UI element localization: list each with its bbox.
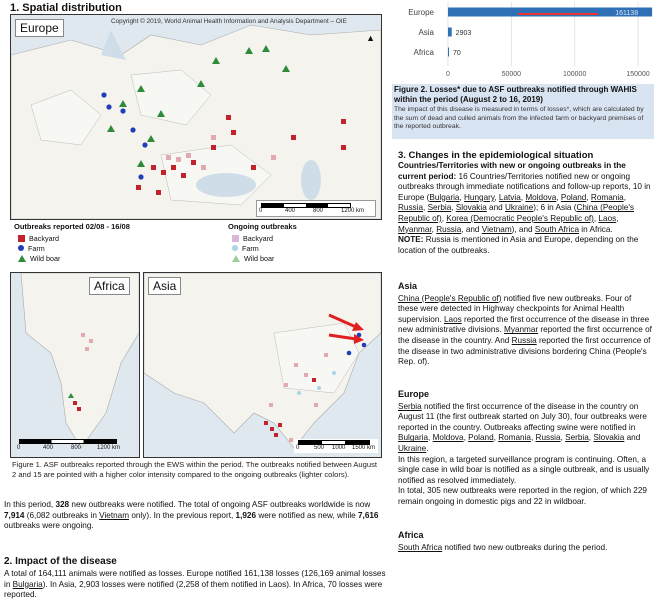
figure-1-caption: Figure 1. ASF outbreaks reported through the EWS within the period. The outbreaks notified between August 2 and 15 are pointed with a higher color intensity compared to the ongoing outbreaks (lighter colors).	[12, 460, 377, 479]
africa-section	[398, 530, 652, 553]
africa-scale-bar	[15, 439, 133, 453]
country-link[interactable]: Myanmar	[398, 224, 432, 234]
backyard-ongoing-marker-icon	[232, 235, 239, 242]
legend-item: Farm	[242, 243, 259, 253]
africa-map-label: Africa	[89, 277, 130, 295]
scale-label: 1000	[332, 445, 346, 451]
country-link[interactable]: Laos	[598, 213, 617, 223]
y-category-label: Europe	[408, 8, 434, 17]
note-label: NOTE:	[398, 235, 424, 245]
y-category-label: Africa	[413, 48, 434, 57]
north-arrow-icon: ▲	[366, 33, 375, 43]
figure-2-caption-box	[392, 84, 654, 139]
scale-label: 0	[259, 208, 263, 214]
country-link[interactable]: Moldova	[525, 192, 557, 202]
country-link[interactable]: China (People's Republic of)	[398, 293, 502, 303]
text-span: 16 Countries/Territories notified new or ongoing outbreaks through immediate notifications and follow-up reports, 10 in Europe (	[398, 171, 651, 202]
farm-ongoing-marker-icon	[232, 245, 238, 251]
asia-section	[398, 281, 652, 368]
country-link[interactable]: Poland	[468, 433, 494, 443]
country-link[interactable]: Latvia	[498, 192, 521, 202]
previous-ongoing-count: 7,616	[358, 510, 379, 520]
asia-scale-bar	[294, 439, 378, 453]
country-link[interactable]: Romania	[590, 192, 624, 202]
farm-marker-icon	[18, 245, 24, 251]
country-link[interactable]: Bulgaria	[429, 192, 460, 202]
text-span: notified five new outbreaks. Four of these were detected in Highway checkpoints for Animal Health supervision.	[398, 293, 632, 324]
country-link[interactable]: Russia	[535, 433, 561, 443]
new-outbreaks-count: 328	[55, 500, 70, 509]
scale-label: 800	[71, 445, 82, 451]
backyard-marker-icon	[18, 235, 25, 242]
text-span: A total of 164,111 animals were notified as losses. Europe notified 161,138 losses (126,169 animal losses in	[4, 569, 386, 589]
africa-map	[10, 272, 140, 458]
europe-map	[10, 14, 382, 220]
scale-label: 0	[296, 445, 300, 451]
vietnam-link[interactable]: Vietnam	[99, 510, 130, 520]
legend-item: Wild boar	[244, 253, 275, 263]
figure-2-note: The impact of this disease is measured in terms of losses*, which are calculated by the sum of dead and culled animals from the infected farm or backyard premises of the reported outbreak.	[394, 106, 644, 131]
country-link[interactable]: Slovakia	[593, 433, 625, 443]
country-link[interactable]: Moldova	[432, 433, 464, 443]
figure-2-title: Figure 2. Losses* due to ASF outbreaks notified through WAHIS within the period (August 2 to 16, 2019)	[394, 85, 637, 104]
europe-section-title: Europe	[398, 389, 430, 399]
period-summary	[4, 500, 384, 532]
wild-boar-ongoing-marker-icon	[232, 255, 240, 262]
countries-paragraph: Countries/Territories with new or ongoing outbreaks in the current period: 16 Countries/Territories notified new or ongoing outbreaks through immediate notifications and follow-up reports, 10 in Europe (Bulgaria, Hungary, Latvia, Moldova, Poland, Romania, Russia, Serbia, Slovakia and Ukraine); 6 in Asia (China (People's Republic of), Korea (Democratic People's Republic of), Laos, Myanmar, Russia, and Vietnam), and South Africa in Africa. NOTE: Russia is mentioned in Asia and Europe, depending on the location of the outbreaks.	[398, 161, 651, 255]
text-span: In total, 305 new outbreaks were reported in the region, of which 229 remain ongoing in domestic pigs and 22 in wildboar.	[398, 486, 647, 506]
europe-section: Europe Serbia notified the first occurrence of the disease in the country on August 11 (the first outbreak started on July 30), four outbreaks were reported in the country. Outbreaks affecting swine were notified in Bulgaria, Moldova, Poland, Romania, Russia, Serbia, Slovakia and Ukraine. In this region, a targeted surveillance program is continuing. Often, a single case in wild boar is notified as a single outbreak, and is usually notified as resolved immediately. In total, 305 new outbreaks were reported in the region, of which 229 remain ongoing in domestic pigs and 22 in wildboar.	[398, 389, 652, 508]
data-label: 70	[453, 50, 461, 57]
text-span: ); 6 in Asia (	[533, 203, 577, 213]
x-tick-label: 0	[446, 71, 450, 78]
country-link[interactable]: Romania	[498, 433, 531, 443]
section-1-title: 1. Spatial distribution	[10, 2, 122, 14]
africa-section-title: Africa	[398, 530, 424, 540]
country-link[interactable]: Ukraine	[398, 443, 427, 453]
country-link[interactable]: South Africa	[398, 542, 443, 552]
country-link[interactable]: Bulgaria	[398, 433, 429, 443]
country-link[interactable]: Myanmar	[504, 325, 539, 335]
europe-map-label: Europe	[15, 19, 64, 37]
wild-boar-marker-icon	[18, 255, 26, 262]
scale-label: 1200 km	[341, 208, 365, 214]
bar	[448, 28, 452, 37]
text-span: in Africa.	[579, 224, 613, 234]
countries-subtitle: Countries/Territories with new or ongoing outbreaks in the current period:	[398, 161, 626, 181]
europe-scale-bar	[256, 200, 376, 217]
country-link[interactable]: Serbia	[427, 203, 452, 213]
legend-item: Backyard	[243, 233, 273, 243]
text-span: reported the first occurrence of the disease in the country. And	[398, 325, 652, 345]
y-category-label: Asia	[418, 28, 434, 37]
scale-label: 1200 km	[97, 445, 121, 451]
text-span: notified the first occurrence of the disease in the country on August 11 (the first outbreak started on July 30), four outbreaks were reported in the country. Outbreaks affecting swine were notified in	[398, 401, 647, 432]
asia-section-title: Asia	[398, 281, 418, 291]
text-span: were notified as new, while	[256, 510, 358, 520]
data-label: 2903	[455, 30, 472, 37]
country-link[interactable]: Slovakia	[455, 203, 487, 213]
text-span: only). In the previous report,	[129, 510, 236, 520]
text-span: new outbreaks were notified. The total of ongoing ASF outbreaks worldwide is now	[69, 500, 371, 509]
text-span: ), and	[511, 224, 535, 234]
country-link[interactable]: Poland	[560, 192, 587, 202]
ongoing-outbreaks-count: 7,914	[4, 510, 25, 520]
text-span: notified two new outbreaks during the period.	[442, 542, 608, 552]
europe-outbreak-markers	[11, 15, 381, 219]
x-tick-label: 100000	[562, 71, 587, 78]
legend-ongoing-title: Ongoing outbreaks	[228, 222, 297, 231]
bar	[448, 48, 449, 57]
country-link[interactable]: Hungary	[464, 192, 495, 202]
asia-map	[143, 272, 382, 458]
legend-item: Farm	[28, 243, 45, 253]
section-3-title: 3. Changes in the epidemiological situation	[398, 150, 594, 161]
country-link[interactable]: South Africa	[534, 224, 580, 234]
scale-label: 400	[285, 208, 296, 214]
map-legend	[14, 222, 374, 270]
asia-map-label: Asia	[148, 277, 181, 295]
copyright-text: Copyright © 2019, World Animal Health Information and Analysis Department – OIE	[111, 18, 347, 25]
scale-label: 800	[313, 208, 324, 214]
country-link[interactable]: China (People's Republic of)	[398, 203, 634, 223]
section-2-title: 2. Impact of the disease	[4, 556, 117, 567]
text-span: outbreaks were ongoing.	[4, 521, 94, 531]
x-tick-label: 50000	[501, 71, 522, 78]
impact-paragraph	[4, 569, 388, 601]
scale-label: 500	[314, 445, 325, 451]
text-span: reported the first occurrence of the disease in three new administrative divisions.	[398, 314, 650, 335]
country-link[interactable]: Vietnam	[481, 224, 512, 234]
country-link[interactable]: Korea (Democratic People's Republic of)	[446, 213, 594, 223]
previous-new-count: 1,926	[235, 510, 257, 520]
text-span: ). In Asia, 2,903 losses were notified (2,258 of them notified in Laos). In Africa, 70 losses were reported.	[4, 579, 383, 600]
text-span: In this period,	[4, 500, 56, 509]
legend-item: Wild boar	[30, 253, 61, 263]
red-underline-annotation	[518, 13, 598, 15]
country-link[interactable]: Russia	[436, 224, 462, 234]
country-link[interactable]: Laos	[443, 314, 462, 324]
legend-reported-title: Outbreaks reported 02/08 - 16/08	[14, 222, 130, 231]
bulgaria-link[interactable]: Bulgaria	[12, 579, 43, 589]
country-link[interactable]: Serbia	[398, 401, 422, 411]
legend-item: Backyard	[29, 233, 59, 243]
text-span: (6,082 outbreaks in	[24, 510, 100, 520]
country-link[interactable]: Ukraine	[505, 203, 534, 213]
text-span: reported the first occurrence of the disease in two administrative divisions bordering China (People's Rep. of).	[398, 335, 651, 367]
scale-label: 1500 km	[352, 445, 376, 451]
country-link[interactable]: Serbia	[565, 433, 589, 443]
text-span: In this region, a targeted surveillance program is continuing. Often, a single case in wild boar is notified as a single outbreak, and is usually notified as resolved immediately.	[398, 454, 650, 485]
scale-label: 0	[17, 445, 21, 451]
country-link[interactable]: Russia	[398, 203, 424, 213]
data-label: 161138	[615, 10, 639, 17]
country-link[interactable]: Russia	[511, 335, 537, 345]
x-tick-label: 150000	[626, 71, 650, 78]
scale-label: 400	[43, 445, 54, 451]
note-text: Russia is mentioned in Asia and Europe, depending on the location of the outbreaks.	[398, 235, 639, 255]
